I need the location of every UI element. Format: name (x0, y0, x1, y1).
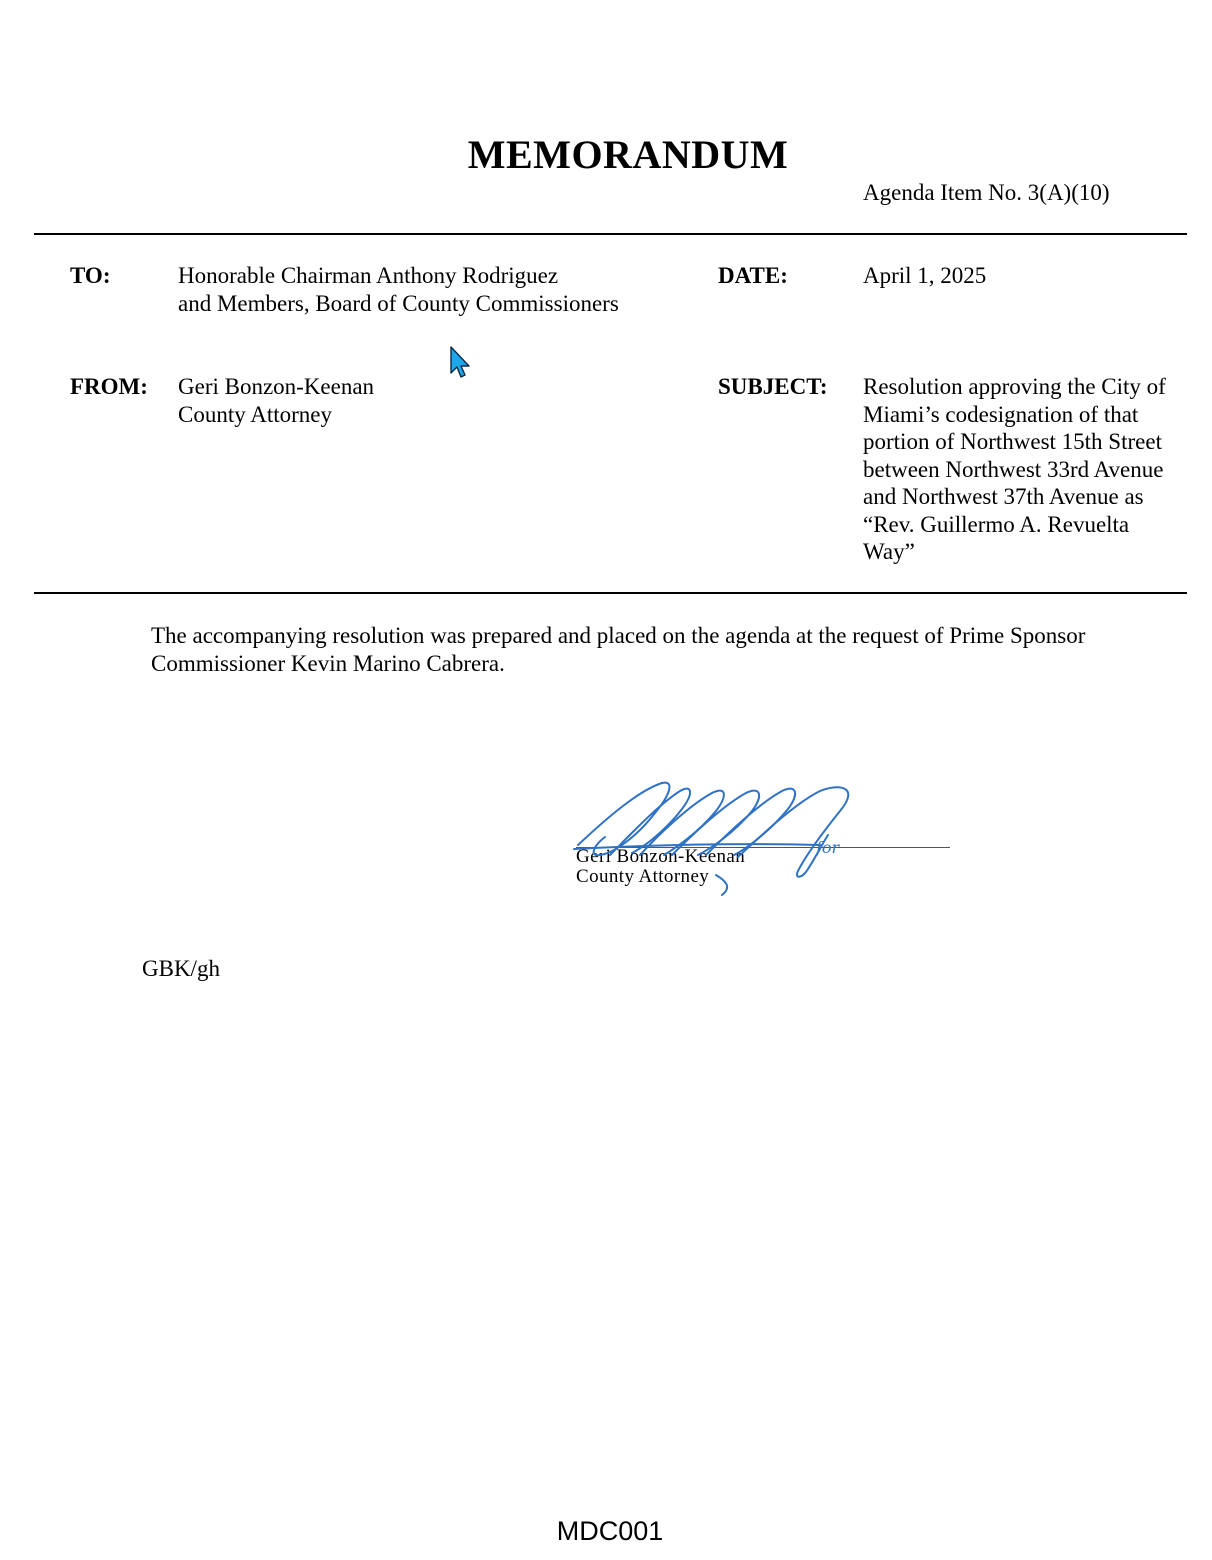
subject-line: portion of Northwest 15th Street (863, 429, 1162, 454)
from-line: Geri Bonzon-Keenan (178, 374, 375, 399)
memo-body (151, 622, 1151, 678)
body-line: The accompanying resolution was prepared and placed on the agenda at the request of Prime Sponsor (151, 623, 1086, 648)
to-label: TO: (70, 263, 111, 288)
header-rule-top (34, 233, 1187, 235)
typist-initials: GBK/gh (142, 956, 220, 981)
from-line: County Attorney (178, 401, 332, 427)
footer-document-code: MDC001 (556, 1516, 664, 1546)
subject-line: between Northwest 33rd Avenue (863, 456, 1164, 482)
subject-line: and Northwest 37th Avenue as (863, 484, 1144, 509)
subject-line: Miami’s codesignation of that (863, 401, 1139, 427)
signature-name: Geri Bonzon-Keenan (576, 846, 746, 867)
memo-title: MEMORANDUM (467, 132, 789, 177)
to-line: Honorable Chairman Anthony Rodriguez (178, 263, 559, 288)
to-recipient (178, 262, 619, 317)
header-rule-bottom (34, 592, 1187, 594)
handwritten-signature (570, 775, 870, 900)
subject-line: Way” (863, 539, 915, 564)
date-value: April 1, 2025 (863, 263, 987, 288)
subject-value (863, 373, 1166, 566)
from-sender (178, 373, 374, 428)
signature-for-note: for (816, 838, 840, 857)
subject-line: Resolution approving the City of (863, 374, 1166, 399)
agenda-item-number: Agenda Item No. 3(A)(10) (863, 180, 1110, 205)
body-line: Commissioner Kevin Marino Cabrera. (151, 651, 505, 676)
from-label: FROM: (70, 374, 148, 399)
date-label: DATE: (718, 263, 788, 288)
mouse-pointer-icon (449, 345, 473, 379)
subject-line: “Rev. Guillermo A. Revuelta (863, 511, 1130, 537)
signature-title: County Attorney (576, 866, 710, 887)
subject-label: SUBJECT: (718, 374, 828, 399)
to-line: and Members, Board of County Commissioners (178, 290, 619, 316)
